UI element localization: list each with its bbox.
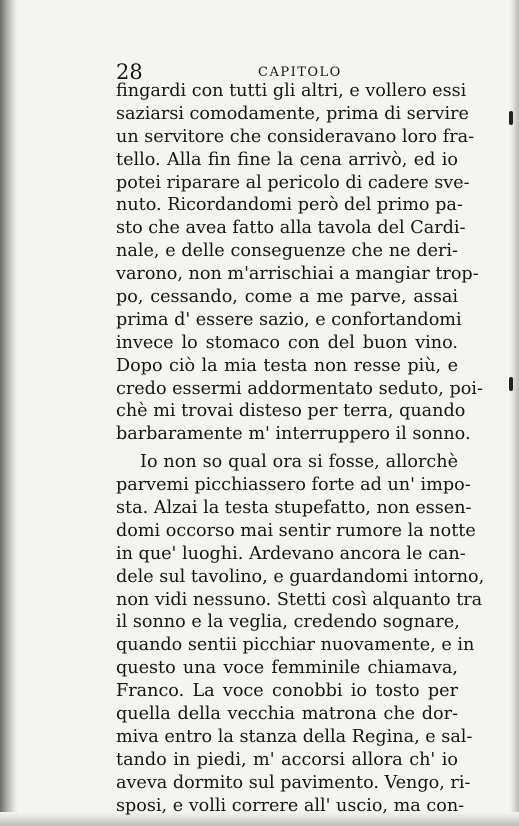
running-head: CAPITOLO [258,65,342,80]
text-line: questo una voce femminile chiamava, [116,658,458,679]
margin-mark [509,111,513,125]
page-gutter-shadow [0,0,18,826]
text-line: chè mi trovai disteso per terra, quando [116,401,466,422]
text-line: Franco. La voce conobbi io tosto per [116,681,458,702]
text-line: po, cessando, come a me parve, assai [116,287,458,308]
text-line: il sonno e la veglia, credendo sognare, [116,612,460,633]
paragraph-1 [116,80,483,446]
text-line: nale, e delle conseguenze che ne deri- [116,241,458,262]
text-line: Io non so qual ora si fosse, allorchè [140,452,458,473]
body-text [116,80,485,818]
margin-mark [509,377,513,391]
text-line: invece lo stomaco con del buon vino. [116,332,458,353]
text-line: potei riparare al pericolo di cadere sve- [116,172,470,193]
paragraph-2 [116,451,485,817]
text-line: Dopo ciò la mia testa non resse più, e [116,355,458,376]
text-line: barbaramente m' interruppero il sonno. [116,424,471,445]
text-line: domi occorso mai sentir rumore la notte [116,520,476,541]
text-line: dele sul tavolino, e guardandomi intorno, [116,566,485,587]
text-line: sto che avea fatto alla tavola del Cardi- [116,218,466,239]
text-line: saziarsi comodamente, prima di servire [116,103,469,124]
text-line: aveva dormito sul pavimento. Vengo, ri- [116,772,471,793]
text-line: miva entro la stanza della Regina, e sal- [116,726,473,747]
text-line: tello. Alla fin fine la cena arrivò, ed io [116,149,458,170]
text-line: sta. Alzai la testa stupefatto, non essen- [116,498,472,519]
text-line: nuto. Ricordandomi però del primo pa- [116,195,463,216]
text-line: quella della vecchia matrona che dor- [116,704,458,725]
text-line: un servitore che consideravano loro fra- [116,126,475,147]
text-line: credo essermi addormentato seduto, poi- [116,378,483,399]
page-number: 28 [116,60,143,84]
text-line: tando in piedi, m' accorsi allora ch' io [116,749,458,770]
text-line: parvemi picchiassero forte ad un' impo- [116,475,471,496]
text-line: sposi, e volli correre all' uscio, ma con- [116,795,465,816]
text-line: varono, non m'arrischiai a mangiar trop- [116,264,479,285]
text-line: fingardi con tutti gli altri, e vollero essi [116,81,467,101]
text-line: non vidi nessuno. Stetti così alquanto tra [116,589,483,610]
text-line: prima d' essere sazio, e confortandomi [116,309,462,330]
text-line: in que' luoghi. Ardevano ancora le can- [116,543,466,564]
text-line: quando sentii picchiar nuovamente, e in [116,635,475,656]
